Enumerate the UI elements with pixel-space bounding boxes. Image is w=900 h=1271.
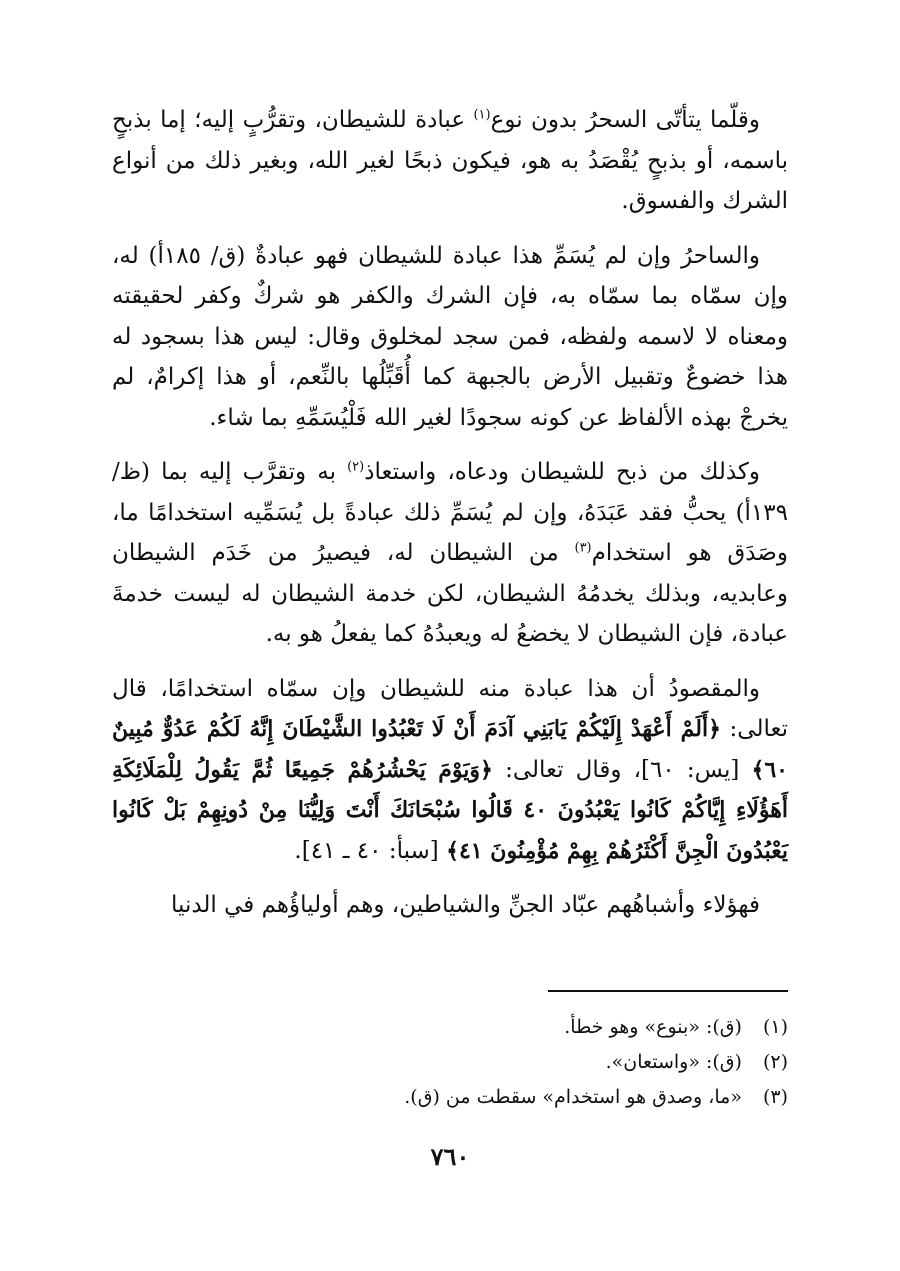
footnote-divider bbox=[548, 990, 788, 992]
page-number: ٧٦٠ bbox=[430, 1142, 470, 1171]
paragraph-3-text-b: به وتقرَّب إليه بما (ظ/ ١٣٩أ) يحبُّ فقد عَبَدَهُ، وإن لم يُسَمِّ ذلك عبادةً بل يُسَمِّيه استخدامًا ما، وصَدَق هو استخدام bbox=[112, 459, 788, 566]
footnote-2 bbox=[112, 1045, 788, 1080]
footnote-3 bbox=[112, 1080, 788, 1115]
footnote-text: (ق): «بنوع» وهو خطأ. bbox=[564, 1016, 742, 1038]
footnote-ref-3[interactable]: (٣) bbox=[574, 540, 592, 556]
footnote-number: (٣) bbox=[762, 1086, 788, 1108]
paragraph-4-text-b: [يس: ٦٠]، وقال تعالى: bbox=[492, 756, 752, 783]
paragraph-4 bbox=[112, 669, 788, 872]
paragraph-4-text-c: [سبأ: ٤٠ ـ ٤١]. bbox=[294, 837, 447, 864]
paragraph-2: والساحرُ وإن لم يُسَمِّ هذا عبادة للشيطان فهو عبادةٌ (ق/ ١٨٥أ) له، وإن سمّاه بما سمّاه به، فإن الشرك والكفر هو شركٌ وكفر لحقيقته ومعناه لا لاسمه ولفظه، فمن سجد لمخلوق وقال: ليس هذا بسجود له هذا خضوعٌ وتقبيل الأرض بالجبهة كما أُقَبِّلُها بالنِّعم، أو هذا إكرامٌ، لم يخرجْ بهذه الألفاظ عن كونه سجودًا لغير الله فَلْيُسَمِّهِ بما شاء. bbox=[112, 242, 788, 431]
footnote-text: (ق): «واستعان». bbox=[605, 1051, 742, 1073]
footnotes bbox=[112, 1010, 788, 1115]
footnote-number: (٢) bbox=[762, 1051, 788, 1073]
footnote-ref-1[interactable]: (١) bbox=[473, 107, 491, 123]
paragraph-1 bbox=[112, 100, 788, 222]
paragraph-4-text-a: والمقصودُ أن هذا عبادة منه للشيطان وإن سمّاه استخدامًا، قال تعالى: bbox=[112, 675, 788, 742]
paragraph-5: فهؤلاء وأشباهُهم عبّاد الجنِّ والشياطين، وهم أولياؤُهم في الدنيا bbox=[171, 892, 760, 918]
quran-verse-saba: ﴿وَيَوْمَ يَحْشُرُهُمْ جَمِيعًا ثُمَّ يَقُولُ لِلْمَلَائِكَةِ أَهَؤُلَاءِ إِيَّاكُمْ كَانُوا يَعْبُدُونَ ٤٠ قَالُوا سُبْحَانَكَ أَنْتَ وَلِيُّنَا مِنْ دُونِهِمْ بَلْ كَانُوا يَعْبُدُونَ الْجِنَّ أَكْثَرُهُمْ بِهِمْ مُؤْمِنُونَ ٤١﴾ bbox=[112, 756, 788, 864]
paragraph-3-text-c: من الشيطان له، فيصيرُ من خَدَم الشيطان وعابديه، وبذلك يخدمُهُ الشيطان، لكن خدمة الشيطان له ليست خدمةَ عبادة، فإن الشيطان لا يخضعُ له ويعبدُهُ كما يفعلُ هو به. bbox=[112, 540, 788, 647]
footnote-ref-2[interactable]: (٢) bbox=[347, 459, 365, 475]
paragraph-1-text-b: عبادة للشيطان، وتقرُّبٍ إليه؛ إما بذبحٍ باسمه، أو بذبحٍ يُقْصَدُ به هو، فيكون ذبحًا لغير الله، وبغير ذلك من أنواع الشرك والفسوق. bbox=[112, 107, 788, 214]
paragraph-3 bbox=[112, 452, 788, 655]
quran-verse-yasin: ﴿أَلَمْ أَعْهَدْ إِلَيْكُمْ يَابَنِي آدَمَ أَنْ لَا تَعْبُدُوا الشَّيْطَانَ إِنَّهُ لَكُمْ عَدُوٌّ مُبِينٌ ٦٠﴾ bbox=[112, 716, 788, 783]
footnote-1 bbox=[112, 1010, 788, 1045]
paragraph-3-text-a: وكذلك من ذبح للشيطان ودعاه، واستعاذ bbox=[364, 459, 760, 485]
footnote-text: «ما، وصدق هو استخدام» سقطت من (ق). bbox=[404, 1086, 742, 1108]
footnote-number: (١) bbox=[762, 1016, 788, 1038]
paragraph-1-text-a: وقلّما يتأتّى السحرُ بدون نوع bbox=[490, 107, 760, 133]
main-text bbox=[112, 100, 788, 940]
